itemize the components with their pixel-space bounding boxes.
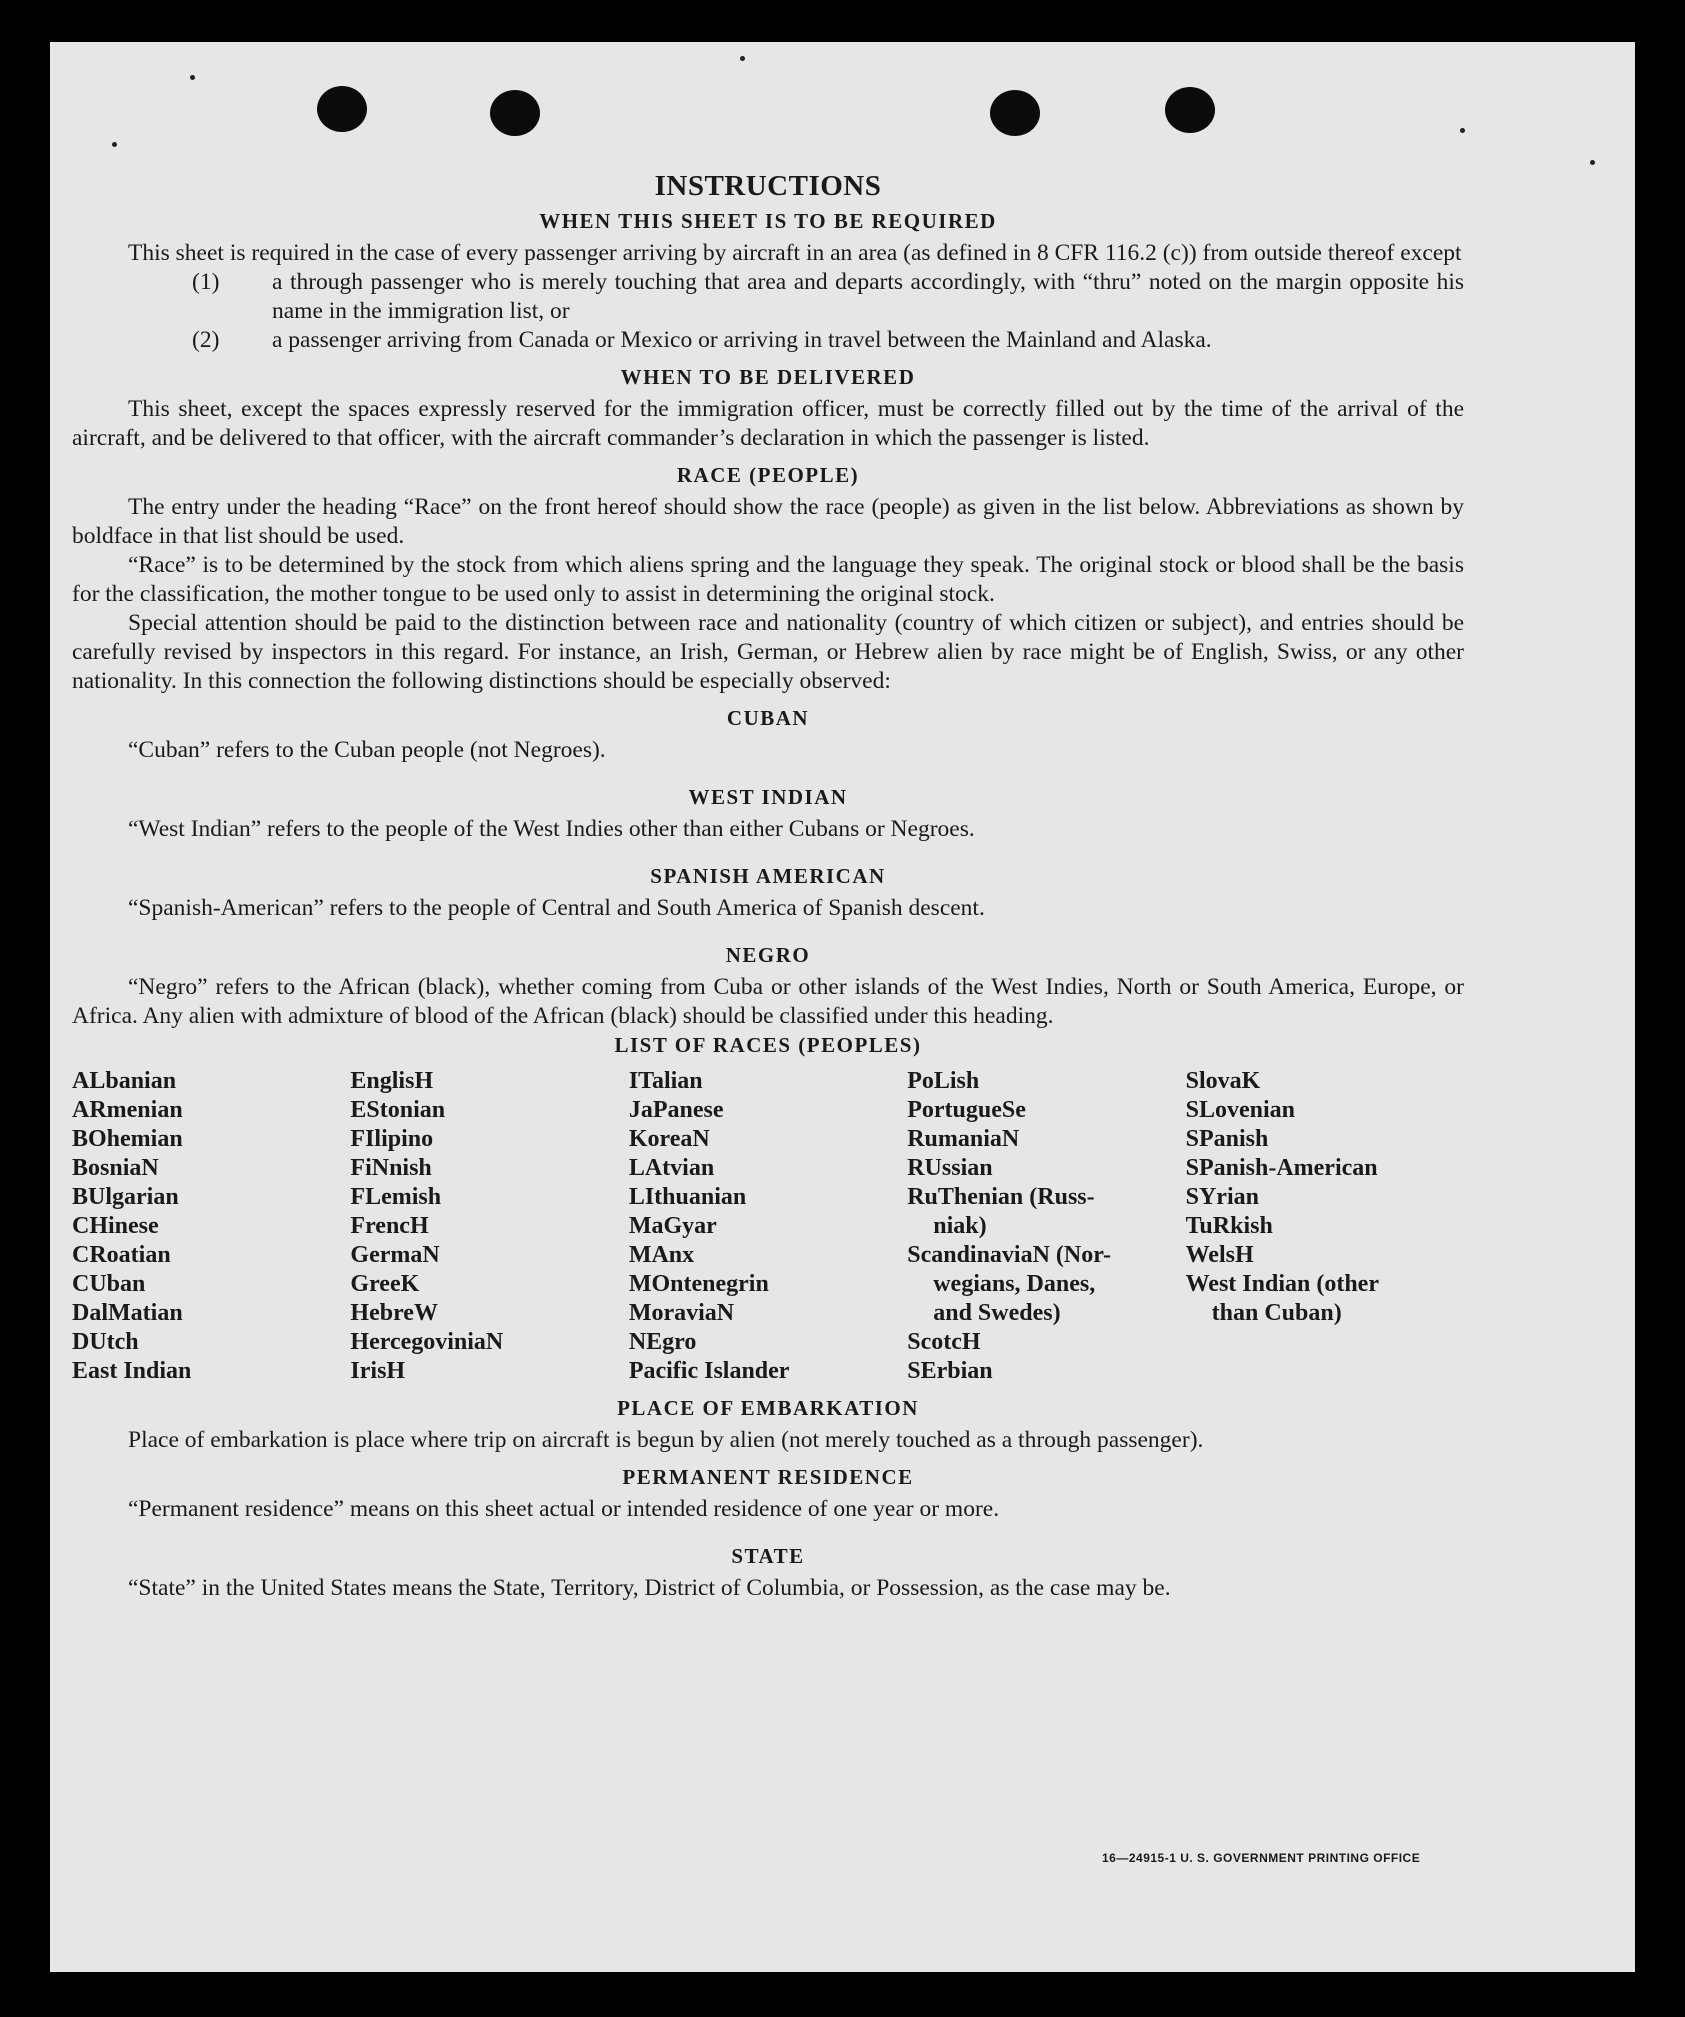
race-entry: FLemish xyxy=(350,1184,442,1210)
instructions-body xyxy=(72,172,1464,1603)
section-heading: PLACE OF EMBARKATION xyxy=(617,1396,919,1420)
race-entry: EnglisH xyxy=(350,1068,434,1094)
race-entry: DalMatian xyxy=(72,1300,183,1326)
race-entry: wegians, Danes, xyxy=(933,1271,1096,1297)
speck xyxy=(190,75,195,80)
race-entry: East Indian xyxy=(72,1358,192,1384)
paragraph: “State” in the United States means the State, Territory, District of Columbia, or Possession, as the case may be. xyxy=(128,1575,1171,1601)
paragraph: “Cuban” refers to the Cuban people (not Negroes). xyxy=(128,737,606,763)
race-entry: ScandinaviaN (Nor- xyxy=(907,1242,1112,1268)
item-number: (1) xyxy=(192,269,220,295)
races-column xyxy=(1186,1067,1464,1386)
race-entry: PortugueSe xyxy=(907,1097,1026,1123)
race-entry: ITalian xyxy=(628,1068,703,1094)
race-entry: TuRkish xyxy=(1185,1213,1273,1239)
paragraph: “Permanent residence” means on this sheet actual or intended residence of one year or more. xyxy=(128,1496,1000,1522)
paragraph: “Negro” refers to the African (black), whether coming from Cuba or other islands of the West Indies, North or South America, Europe, or Africa. Any alien with admixture of blood of the African (black) should be classified under this heading. xyxy=(72,974,1464,1029)
race-entry: BUlgarian xyxy=(72,1184,179,1210)
section-heading: WHEN TO BE DELIVERED xyxy=(620,365,916,389)
race-entry: HercegoviniaN xyxy=(350,1329,504,1355)
races-column xyxy=(350,1067,628,1386)
section-heading: LIST OF RACES (PEOPLES) xyxy=(614,1033,922,1057)
paragraph: This sheet, except the spaces expressly reserved for the immigration officer, must be correctly filled out by the time of the arrival of the aircraft, and be delivered to that officer, with the aircraft commander’s declaration in which the passenger is listed. xyxy=(72,396,1464,451)
race-entry: JaPanese xyxy=(628,1097,724,1123)
race-entry: MOntenegrin xyxy=(628,1271,769,1297)
race-entry: WelsH xyxy=(1185,1242,1254,1268)
race-entry: Pacific Islander xyxy=(628,1358,790,1384)
paragraph: “Race” is to be determined by the stock from which aliens spring and the language they speak. The original stock or blood shall be the basis for the classification, the mother tongue to be used only to assist in determining the original stock. xyxy=(72,552,1464,607)
paragraph: The entry under the heading “Race” on the front hereof should show the race (people) as given in the list below. Abbreviations as shown by boldface in that list should be used. xyxy=(72,494,1464,549)
section-heading: WEST INDIAN xyxy=(688,785,848,809)
race-entry: LIthuanian xyxy=(628,1184,747,1210)
race-entry: West Indian (other xyxy=(1185,1271,1379,1297)
list-item xyxy=(72,268,1464,326)
race-entry: BosniaN xyxy=(72,1155,159,1181)
race-entry: GreeK xyxy=(350,1271,420,1297)
race-entry: SPanish-American xyxy=(1185,1155,1378,1181)
race-entry: DUtch xyxy=(72,1329,139,1355)
race-entry: LAtvian xyxy=(628,1155,715,1181)
item-text: a passenger arriving from Canada or Mexico or arriving in travel between the Mainland and Alaska. xyxy=(272,327,1212,353)
race-entry: MaGyar xyxy=(628,1213,717,1239)
race-entry: CHinese xyxy=(72,1213,159,1239)
race-entry: ScotcH xyxy=(907,1329,981,1355)
race-entry: SYrian xyxy=(1185,1184,1259,1210)
races-column xyxy=(72,1067,350,1386)
paragraph: “West Indian” refers to the people of the West Indies other than either Cubans or Negroes. xyxy=(128,816,975,842)
section-heading: WHEN THIS SHEET IS TO BE REQUIRED xyxy=(539,209,997,233)
section-heading: PERMANENT RESIDENCE xyxy=(622,1465,914,1489)
race-entry: CUban xyxy=(72,1271,146,1297)
section-heading: RACE (PEOPLE) xyxy=(676,463,860,487)
race-entry: SlovaK xyxy=(1185,1068,1261,1094)
paragraph: This sheet is required in the case of every passenger arriving by aircraft in an area (as defined in 8 CFR 116.2 (c)) from outside thereof except xyxy=(128,240,1462,266)
race-entry: FiNnish xyxy=(350,1155,432,1181)
race-entry: than Cuban) xyxy=(1211,1300,1342,1326)
item-text: a through passenger who is merely touching that area and departs accordingly, with “thru” noted on the margin opposite his name in the immigration list, or xyxy=(272,269,1464,324)
race-entry: BOhemian xyxy=(72,1126,183,1152)
speck xyxy=(1590,160,1595,165)
speck xyxy=(1460,128,1465,133)
race-entry: FIlipino xyxy=(350,1126,434,1152)
race-entry: FrencH xyxy=(350,1213,429,1239)
section-heading: SPANISH AMERICAN xyxy=(650,864,886,888)
races-list xyxy=(72,1067,1464,1386)
section-heading: STATE xyxy=(731,1544,805,1568)
race-entry: SLovenian xyxy=(1185,1097,1295,1123)
speck xyxy=(740,56,745,61)
paragraph: “Spanish-American” refers to the people of Central and South America of Spanish descent. xyxy=(128,895,985,921)
race-entry: RUssian xyxy=(907,1155,993,1181)
race-entry: niak) xyxy=(933,1213,987,1239)
list-item xyxy=(72,326,1464,355)
race-entry: CRoatian xyxy=(72,1242,171,1268)
race-entry: HebreW xyxy=(350,1300,438,1326)
punch-hole xyxy=(990,90,1040,136)
race-entry: MoraviaN xyxy=(628,1300,735,1326)
section-heading: NEGRO xyxy=(725,943,811,967)
race-entry: NEgro xyxy=(628,1329,697,1355)
race-entry: MAnx xyxy=(628,1242,695,1268)
race-entry: ALbanian xyxy=(72,1068,177,1094)
paragraph: Special attention should be paid to the distinction between race and nationality (country of which citizen or subject), and entries should be carefully revised by inspectors in this regard. For instance, an Irish, German, or Hebrew alien by race might be of English, Swiss, or any other nationality. In this connection the following distinctions should be especially observed: xyxy=(72,610,1464,694)
paragraph: Place of embarkation is place where trip on aircraft is begun by alien (not merely touched as a through passenger). xyxy=(128,1427,1204,1453)
races-column xyxy=(907,1067,1185,1386)
race-entry: KoreaN xyxy=(628,1126,710,1152)
race-entry: ARmenian xyxy=(72,1097,183,1123)
race-entry: and Swedes) xyxy=(933,1300,1061,1326)
page-title: INSTRUCTIONS xyxy=(654,170,882,202)
race-entry: PoLish xyxy=(907,1068,980,1094)
document-page xyxy=(50,42,1635,1972)
race-entry: GermaN xyxy=(350,1242,440,1268)
race-entry: SPanish xyxy=(1185,1126,1269,1152)
race-entry: RuThenian (Russ- xyxy=(907,1184,1095,1210)
race-entry: SErbian xyxy=(907,1358,993,1384)
speck xyxy=(112,142,117,147)
punch-hole xyxy=(317,86,367,132)
race-entry: EStonian xyxy=(350,1097,446,1123)
item-number: (2) xyxy=(192,327,220,353)
races-column xyxy=(629,1067,907,1386)
punch-hole xyxy=(1165,87,1215,133)
race-entry: RumaniaN xyxy=(907,1126,1020,1152)
punch-hole xyxy=(490,90,540,136)
race-entry: IrisH xyxy=(350,1358,406,1384)
section-heading: CUBAN xyxy=(726,706,810,730)
printer-imprint: 16—24915-1 U. S. GOVERNMENT PRINTING OFFICE xyxy=(1102,1851,1421,1865)
